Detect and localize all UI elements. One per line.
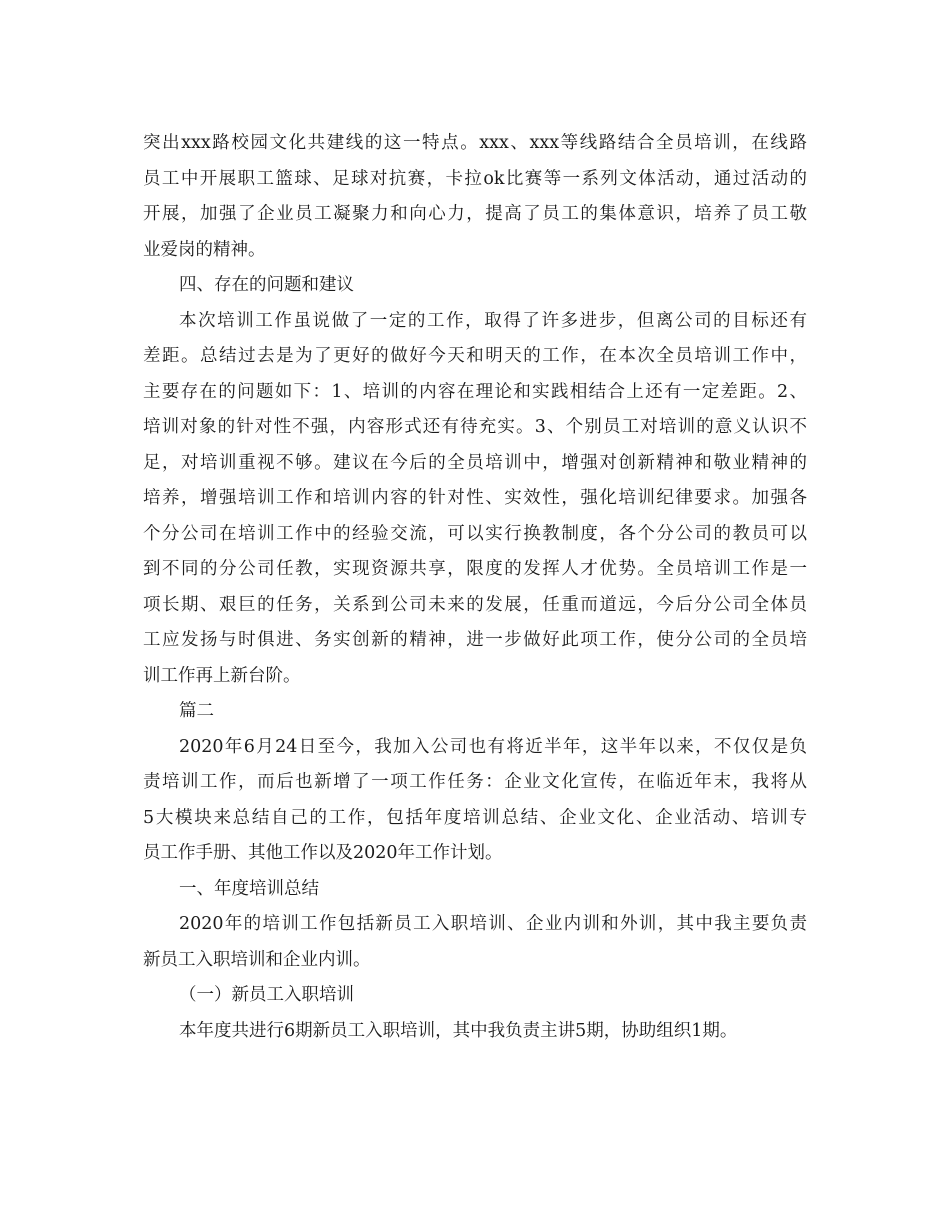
text-line: 新员工入职培训和企业内训。 bbox=[143, 949, 371, 970]
text-line: 2020年的培训工作包括新员工入职培训、企业内训和外训，其中我主要负责 bbox=[179, 914, 807, 934]
section-heading: 一、年度培训总结 bbox=[179, 878, 319, 899]
text-line: 2020年6月24日至今，我加入公司也有将近半年，这半年以来，不仅仅是负 bbox=[179, 736, 807, 757]
text-line: 员工作手册、其他工作以及2020年工作计划。 bbox=[143, 843, 503, 863]
document-body bbox=[143, 126, 807, 1049]
text-line: 开展，加强了企业员工凝聚力和向心力，提高了员工的集体意识，培养了员工敬 bbox=[143, 204, 807, 224]
text-line: 项长期、艰巨的任务，关系到公司未来的发展，任重而道远，今后分公司全体员 bbox=[143, 594, 807, 615]
section-heading: （一）新员工入职培训 bbox=[179, 985, 354, 1005]
text-line: 业爱岗的精神。 bbox=[143, 239, 266, 260]
text-line: 本次培训工作虽说做了一定的工作，取得了许多进步，但离公司的目标还有 bbox=[179, 310, 807, 331]
text-line: 5大模块来总结自己的工作，包括年度培训总结、企业文化、企业活动、培训专 bbox=[143, 807, 807, 828]
text-line: 责培训工作，而后也新增了一项工作任务：企业文化宣传，在临近年末，我将从 bbox=[143, 772, 807, 792]
text-line: 差距。总结过去是为了更好的做好今天和明天的工作，在本次全员培训工作中， bbox=[143, 346, 807, 366]
text-line: 员工中开展职工篮球、足球对抗赛，卡拉ok比赛等一系列文体活动，通过活动的 bbox=[143, 168, 807, 189]
section-heading: 篇二 bbox=[179, 701, 214, 721]
text-line: 培训对象的针对性不强，内容形式还有待充实。3、个别员工对培训的意义认识不 bbox=[143, 417, 807, 437]
section-heading: 四、存在的问题和建议 bbox=[179, 275, 354, 295]
text-line: 主要存在的问题如下：1、培训的内容在理论和实践相结合上还有一定差距。2、 bbox=[143, 381, 807, 402]
text-line: 足，对培训重视不够。建议在今后的全员培训中，增强对创新精神和敬业精神的 bbox=[143, 452, 807, 473]
text-line: 训工作再上新台阶。 bbox=[143, 665, 301, 686]
text-line: 到不同的分公司任教，实现资源共享，限度的发挥人才优势。全员培训工作是一 bbox=[143, 559, 807, 579]
text-line: 本年度共进行6期新员工入职培训，其中我负责主讲5期，协助组织1期。 bbox=[179, 1020, 738, 1041]
text-line: 工应发扬与时俱进、务实创新的精神，进一步做好此项工作，使分公司的全员培 bbox=[143, 630, 807, 650]
text-line: 突出xxx路校园文化共建线的这一特点。xxx、xxx等线路结合全员培训，在线路 bbox=[143, 133, 807, 153]
text-line: 培养，增强培训工作和培训内容的针对性、实效性，强化培训纪律要求。加强各 bbox=[143, 488, 807, 508]
text-line: 个分公司在培训工作中的经验交流，可以实行换教制度，各个分公司的教员可以 bbox=[143, 523, 807, 544]
